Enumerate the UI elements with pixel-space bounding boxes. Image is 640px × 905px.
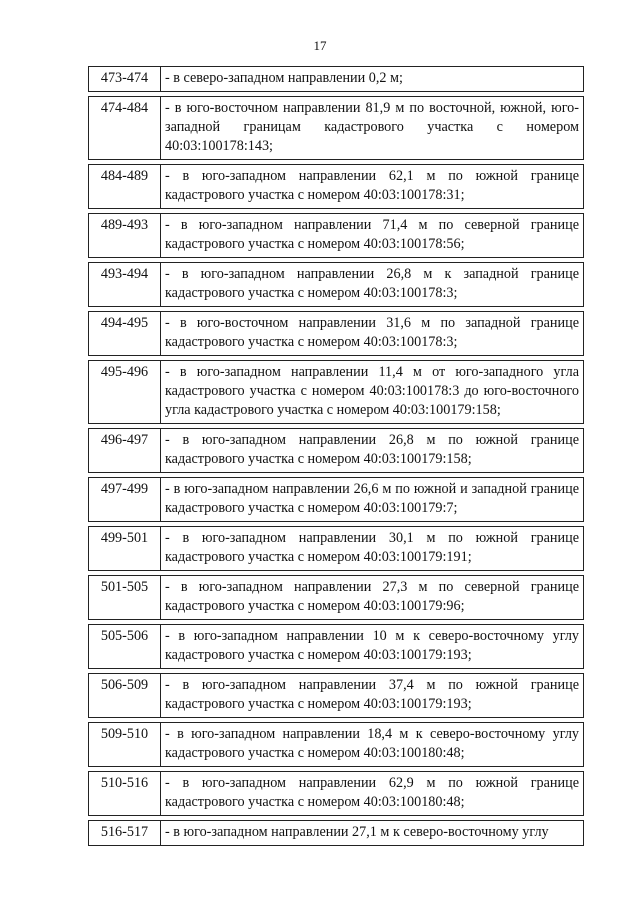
segment-cell: 474-484 <box>89 97 161 160</box>
table-row <box>89 576 584 620</box>
description-cell: - в юго-восточном направлении 81,9 м по восточной, южной, юго-западной границам кадастрового участка с номером 40:03:100178:143; <box>161 97 584 160</box>
segment-cell: 506-509 <box>89 674 161 718</box>
description-cell: - в юго-западном направлении 26,6 м по южной и западной границе кадастрового участка с номером 40:03:100179:7; <box>161 478 584 522</box>
table-row <box>89 312 584 356</box>
boundary-table <box>88 66 584 846</box>
description-cell: - в юго-западном направлении 18,4 м к северо-восточному углу кадастрового участка с номером 40:03:100180:48; <box>161 723 584 767</box>
table-row <box>89 67 584 92</box>
table-row <box>89 429 584 473</box>
description-cell: - в юго-западном направлении 71,4 м по северной границе кадастрового участка с номером 40:03:100178:56; <box>161 214 584 258</box>
table-body <box>89 67 584 846</box>
description-cell: - в юго-западном направлении 26,8 м к западной границе кадастрового участка с номером 40:03:100178:3; <box>161 263 584 307</box>
description-cell: - в юго-западном направлении 11,4 м от юго-западного угла кадастрового участка с номером 40:03:100178:3 до юго-восточного угла кадастрового участка с номером 40:03:100179:158; <box>161 361 584 424</box>
segment-cell: 493-494 <box>89 263 161 307</box>
description-cell: - в юго-западном направлении 62,1 м по южной границе кадастрового участка с номером 40:03:100178:31; <box>161 165 584 209</box>
segment-cell: 484-489 <box>89 165 161 209</box>
segment-cell: 509-510 <box>89 723 161 767</box>
table-row <box>89 625 584 669</box>
segment-cell: 489-493 <box>89 214 161 258</box>
segment-cell: 510-516 <box>89 772 161 816</box>
description-cell: - в юго-западном направлении 27,3 м по северной границе кадастрового участка с номером 40:03:100179:96; <box>161 576 584 620</box>
table-row <box>89 821 584 846</box>
segment-cell: 496-497 <box>89 429 161 473</box>
segment-cell: 505-506 <box>89 625 161 669</box>
segment-cell: 501-505 <box>89 576 161 620</box>
segment-cell: 473-474 <box>89 67 161 92</box>
description-cell: - в юго-западном направлении 62,9 м по южной границе кадастрового участка с номером 40:03:100180:48; <box>161 772 584 816</box>
segment-cell: 497-499 <box>89 478 161 522</box>
description-cell: - в юго-западном направлении 26,8 м по южной границе кадастрового участка с номером 40:03:100179:158; <box>161 429 584 473</box>
description-cell: - в юго-западном направлении 10 м к северо-восточному углу кадастрового участка с номером 40:03:100179:193; <box>161 625 584 669</box>
segment-cell: 495-496 <box>89 361 161 424</box>
table-row <box>89 772 584 816</box>
description-cell: - в юго-восточном направлении 31,6 м по западной границе кадастрового участка с номером 40:03:100178:3; <box>161 312 584 356</box>
table-row <box>89 263 584 307</box>
table-row <box>89 723 584 767</box>
table-row <box>89 214 584 258</box>
table-row <box>89 478 584 522</box>
segment-cell: 499-501 <box>89 527 161 571</box>
segment-cell: 516-517 <box>89 821 161 846</box>
description-cell: - в юго-западном направлении 30,1 м по южной границе кадастрового участка с номером 40:03:100179:191; <box>161 527 584 571</box>
description-cell: - в юго-западном направлении 37,4 м по южной границе кадастрового участка с номером 40:03:100179:193; <box>161 674 584 718</box>
table-row <box>89 97 584 160</box>
description-cell: - в северо-западном направлении 0,2 м; <box>161 67 584 92</box>
description-cell: - в юго-западном направлении 27,1 м к северо-восточному углу <box>161 821 584 846</box>
page-number: 17 <box>313 38 327 53</box>
table-row <box>89 165 584 209</box>
table-row <box>89 527 584 571</box>
segment-cell: 494-495 <box>89 312 161 356</box>
table-row <box>89 361 584 424</box>
table-row <box>89 674 584 718</box>
